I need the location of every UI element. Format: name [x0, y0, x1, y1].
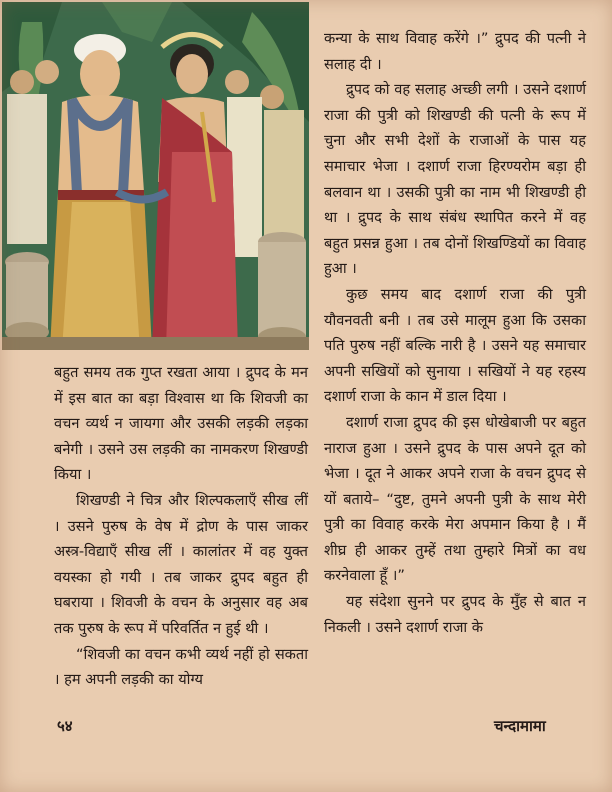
left-text-column	[54, 360, 308, 693]
paragraph: यह संदेशा सुनने पर द्रुपद के मुँह से बात न निकली । उसने दशार्ण राजा के	[324, 593, 586, 636]
paragraph: द्रुपद को वह सलाह अच्छी लगी । उसने दशार्ण राजा की पुत्री को शिखण्डी की पत्नी के रूप में चुना और सभी देशों के राजाओं के पास यह समाचार भेजा । दशार्ण राजा हिरण्यरोम बड़ा ही बलवान था । उसकी पुत्री का नाम भी शिखण्डी ही था । द्रुपद के साथ संबंध स्थापित करने में वह बहुत प्रसन्न हुआ । तब दोनों शिखण्डियों का विवाह हुआ ।	[324, 81, 586, 278]
paragraph: कुछ समय बाद दशार्ण राजा की पुत्री यौवनवती बनी । तब उसे मालूम हुआ कि उसका पति पुरुष नहीं बल्कि नारी है । उसने यह समाचार अपनी सखियों को सुनाया । सखियों ने यह रहस्य दशार्ण राजा के कान में डाल दिया ।	[324, 285, 586, 406]
magazine-title: चन्दामामा	[494, 717, 546, 735]
paragraph: शिखण्डी ने चित्र और शिल्पकलाएँ सीख लीं । उसने पुरुष के वेष में द्रोण के पास जाकर अस्त्र-विद्याएँ सीख लीं । कालांतर में वह युक्त वयस्का हो गयी । तब जाकर द्रुपद बहुत ही घबराया । शिवजी के वचन के अनुसार वह अब तक पुरुष के रूप में परिवर्तित न हुई थी ।	[54, 491, 308, 637]
page-number: ५४	[57, 717, 73, 735]
wedding-illustration	[2, 2, 309, 350]
paragraph: दशार्ण राजा द्रुपद की इस धोखेबाजी पर बहुत नाराज हुआ । उसने द्रुपद के पास अपने दूत को भेजा । दूत ने आकर अपने राजा के वचन द्रुपद से यों बताये– “दुष्ट, तुमने अपनी पुत्री के साथ मेरी पुत्री का विवाह करके मेरा अपमान किया है । मैं शीघ्र ही आकर तुम्हें तथा तुम्हारे मित्रों का वध करनेवाला हूँ ।”	[324, 413, 586, 585]
right-text-column	[324, 26, 586, 640]
paragraph: “शिवजी का वचन कभी व्यर्थ नहीं हो सकता । हम अपनी लड़की का योग्य	[54, 645, 308, 689]
paragraph: कन्या के साथ विवाह करेंगे ।” द्रुपद की पत्नी ने सलाह दी ।	[324, 30, 586, 73]
paragraph: बहुत समय तक गुप्त रखता आया । द्रुपद के मन में इस बात का बड़ा विश्वास था कि शिवजी का वचन व्यर्थ न जायगा और उसकी लड़की लड़का बनेगी । उसने उस लड़की का नामकरण शिखण्डी किया ।	[54, 364, 308, 484]
